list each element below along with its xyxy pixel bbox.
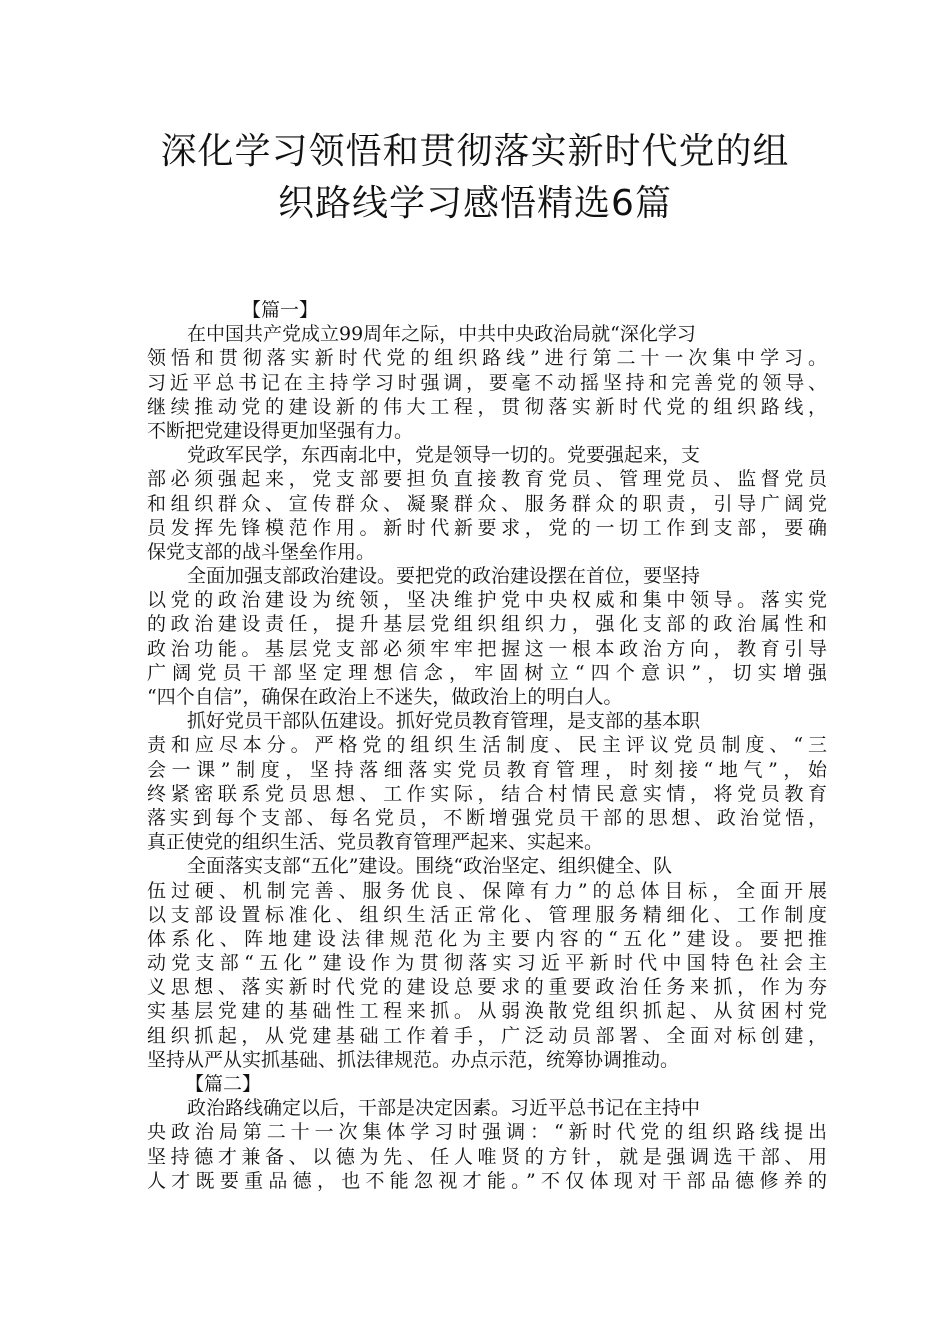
paragraph-4-line-3: 会一课”制度，坚持落细落实党员教育管理，时刻接“地气”，始 — [147, 758, 827, 781]
paragraph-1-line-2: 领悟和贯彻落实新时代党的组织路线”进行第二十一次集中学习。 — [147, 347, 827, 370]
paragraph-1-line-1: 在中国共产党成立99周年之际，中共中央政治局就“深化学习 — [187, 323, 696, 346]
title-line-1: 深化学习领悟和贯彻落实新时代党的组 — [160, 131, 790, 172]
paragraph-4-line-4: 终紧密联系党员思想、工作实际，结合村情民意实情，将党员教育 — [147, 782, 827, 805]
paragraph-4-line-2: 责和应尽本分。严格党的组织生活制度、民主评议党员制度、“三 — [147, 734, 827, 757]
document-title — [100, 126, 850, 230]
paragraph-2-line-4: 员发挥先锋模范作用。新时代新要求，党的一切工作到支部，要确 — [147, 516, 827, 539]
document-body — [147, 298, 827, 1193]
paragraph-5-line-7: 实基层党建的基础性工程来抓。从弱涣散党组织抓起、从贫困村党 — [147, 1000, 827, 1023]
paragraph-4-line-1: 抓好党员干部队伍建设。抓好党员教育管理，是支部的基本职 — [187, 710, 701, 733]
paragraph-5-line-9: 坚持从严从实抓基础、抓法律规范。办点示范，统筹协调推动。 — [147, 1048, 680, 1071]
paragraph-1-line-4: 继续推动党的建设新的伟大工程，贯彻落实新时代党的组织路线， — [147, 395, 827, 418]
paragraph-3-line-1: 全面加强支部政治建设。要把党的政治建设摆在首位，要坚持 — [187, 565, 701, 588]
paragraph-5-line-2: 伍过硬、机制完善、服务优良、保障有力”的总体目标，全面开展 — [147, 879, 827, 902]
paragraph-5-line-5: 动党支部“五化”建设作为贯彻落实习近平新时代中国特色社会主 — [147, 952, 827, 975]
paragraph-3-line-3: 的政治建设责任，提升基层党组织组织力，强化支部的政治属性和 — [147, 613, 827, 636]
paragraph-3-line-2: 以党的政治建设为统领，坚决维护党中央权威和集中领导。落实党 — [147, 589, 827, 612]
paragraph-4-line-6: 真正使党的组织生活、党员教育管理严起来、实起来。 — [147, 831, 604, 854]
paragraph-1-line-5: 不断把党建设得更加坚强有力。 — [147, 419, 414, 442]
paragraph-5-line-8: 组织抓起，从党建基础工作着手，广泛动员部署、全面对标创建， — [147, 1024, 827, 1047]
paragraph-5-line-3: 以支部设置标准化、组织生活正常化、管理服务精细化、工作制度 — [147, 903, 827, 926]
section-heading-2: 【篇二】 — [185, 1073, 262, 1095]
paragraph-3-line-6: “四个自信”，确保在政治上不迷失，做政治上的明白人。 — [147, 686, 623, 708]
paragraph-4-line-5: 落实到每个支部、每名党员，不断增强党员干部的思想、政治觉悟， — [147, 806, 827, 829]
paragraph-1-line-3: 习近平总书记在主持学习时强调，要毫不动摇坚持和完善党的领导、 — [147, 371, 827, 394]
paragraph-2-line-1: 党政军民学，东西南北中，党是领导一切的。党要强起来，支 — [187, 444, 701, 467]
paragraph-6-line-1: 政治路线确定以后，干部是决定因素。习近平总书记在主持中 — [187, 1097, 701, 1120]
paragraph-3-line-4: 政治功能。基层党支部必须牢牢把握这一根本政治方向，教育引导 — [147, 637, 827, 660]
paragraph-6-line-3: 坚持德才兼备、以德为先、任人唯贤的方针，就是强调选干部、用 — [147, 1145, 827, 1168]
paragraph-2-line-2: 部必须强起来，党支部要担负直接教育党员、管理党员、监督党员 — [147, 468, 827, 491]
section-heading-1: 【篇一】 — [242, 299, 319, 321]
paragraph-5-line-4: 体系化、阵地建设法律规范化为主要内容的“五化”建设。要把推 — [147, 927, 827, 950]
paragraph-5-line-1: 全面落实支部“五化”建设。围绕“政治坚定、组织健全、队 — [187, 855, 673, 878]
paragraph-6-line-2: 央政治局第二十一次集体学习时强调：“新时代党的组织路线提出 — [147, 1121, 827, 1144]
paragraph-5-line-6: 义思想、落实新时代党的建设总要求的重要政治任务来抓，作为夯 — [147, 976, 827, 999]
title-line-2: 织路线学习感悟精选6篇 — [278, 183, 672, 224]
paragraph-3-line-5: 广阔党员干部坚定理想信念，牢固树立“四个意识”，切实增强 — [147, 661, 827, 684]
paragraph-2-line-3: 和组织群众、宣传群众、凝聚群众、服务群众的职责，引导广阔党 — [147, 492, 827, 515]
paragraph-2-line-5: 保党支部的战斗堡垒作用。 — [147, 540, 376, 563]
paragraph-6-line-4: 人才既要重品德，也不能忽视才能。”不仅体现对干部品德修养的 — [147, 1169, 827, 1192]
